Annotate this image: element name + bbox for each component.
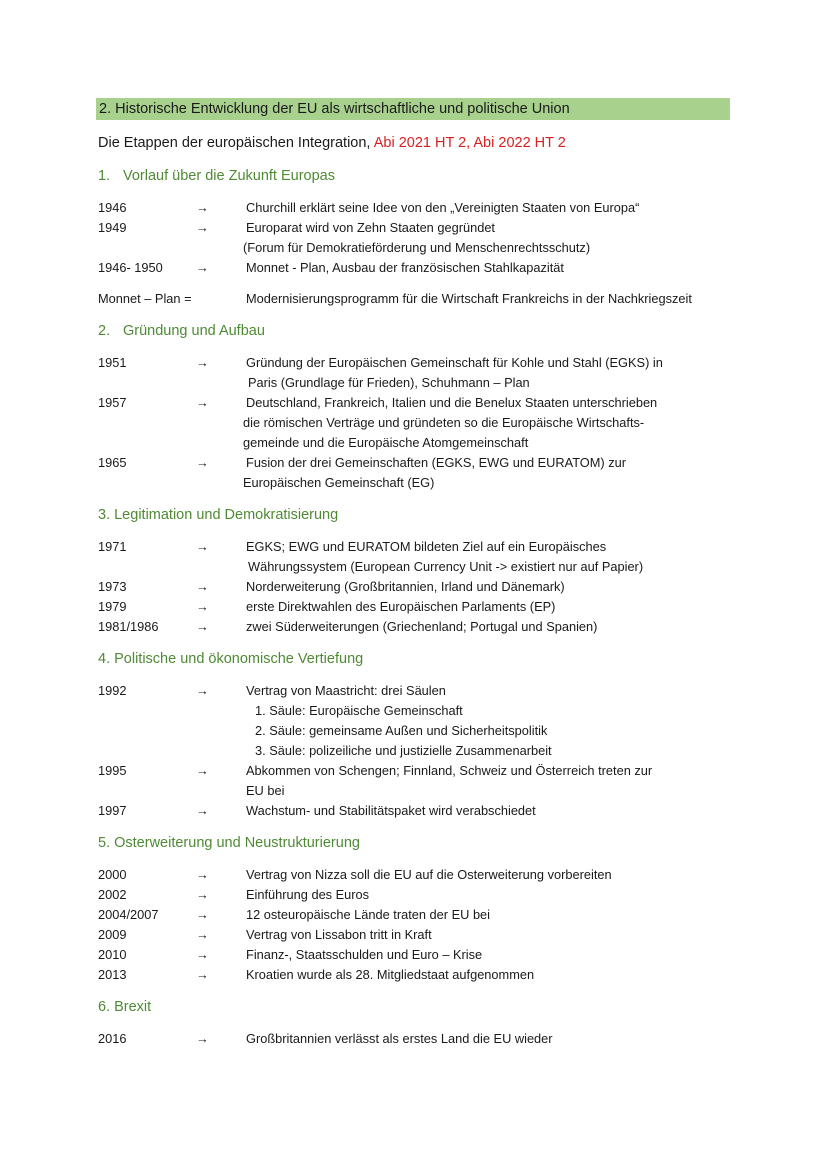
timeline-row — [0, 577, 828, 597]
event-text: Deutschland, Frankreich, Italien und die Benelux Staaten unterschrieben — [246, 395, 658, 410]
event-text: Vertrag von Maastricht: drei Säulen — [246, 683, 446, 698]
timeline-row — [0, 353, 828, 373]
timeline-row — [0, 925, 828, 945]
subtitle — [98, 133, 566, 153]
arrow-icon: → — [196, 947, 209, 962]
arrow-icon: → — [196, 200, 209, 215]
arrow-icon: → — [196, 579, 209, 594]
year: 2016 — [98, 1031, 127, 1046]
year: 2009 — [98, 927, 127, 942]
year: 1979 — [98, 599, 127, 614]
event-text: zwei Süderweiterungen (Griechenland; Portugal und Spanien) — [246, 619, 598, 634]
timeline-row — [0, 537, 828, 557]
timeline-row — [0, 965, 828, 985]
timeline-row — [0, 393, 828, 413]
section-heading-2: 2. Gründung und Aufbau — [98, 323, 265, 339]
arrow-icon: → — [196, 683, 209, 698]
event-text-continued: (Forum für Demokratieförderung und Menschenrechtsschutz) — [243, 240, 591, 255]
event-text: 12 osteuropäische Lände traten der EU bei — [246, 907, 491, 922]
event-text: Wachstum- und Stabilitätspaket wird verabschiedet — [246, 803, 536, 818]
event-text: Finanz-, Staatsschulden und Euro – Krise — [246, 947, 483, 962]
timeline-row — [0, 945, 828, 965]
event-text: Europarat wird von Zehn Staaten gegründet — [246, 220, 495, 235]
year: 1971 — [98, 539, 127, 554]
event-text: Fusion der drei Gemeinschaften (EGKS, EWG und EURATOM) zur — [246, 455, 627, 470]
year: 1992 — [98, 683, 127, 698]
year: 2002 — [98, 887, 127, 902]
year: 2000 — [98, 867, 127, 882]
arrow-icon: → — [196, 220, 209, 235]
pillar-item: 2. Säule: gemeinsame Außen und Sicherheitspolitik — [255, 723, 548, 738]
timeline-row — [0, 681, 828, 701]
year: 1995 — [98, 763, 127, 778]
section-heading-5: 5. Osterweiterung und Neustrukturierung — [98, 835, 360, 851]
arrow-icon: → — [196, 967, 209, 982]
year: 1973 — [98, 579, 127, 594]
event-text: Kroatien wurde als 28. Mitgliedstaat aufgenommen — [246, 967, 535, 982]
event-text: Einführung des Euros — [246, 887, 370, 902]
year: 1951 — [98, 355, 127, 370]
event-text-continued: gemeinde und die Europäische Atomgemeinschaft — [243, 435, 529, 450]
year: 1957 — [98, 395, 127, 410]
year: 1997 — [98, 803, 127, 818]
section-heading-1: 1. Vorlauf über die Zukunft Europas — [98, 168, 335, 184]
year: 1946 — [98, 200, 127, 215]
arrow-icon: → — [196, 803, 209, 818]
arrow-icon: → — [196, 887, 209, 902]
timeline-row — [0, 258, 828, 278]
timeline-row — [0, 198, 828, 218]
timeline-row — [0, 885, 828, 905]
year: 1965 — [98, 455, 127, 470]
timeline-row — [0, 1029, 828, 1049]
pillar-item: 3. Säule: polizeiliche und justizielle Zusammenarbeit — [255, 743, 552, 758]
year: 2010 — [98, 947, 127, 962]
definition-row — [0, 289, 828, 309]
arrow-icon: → — [196, 539, 209, 554]
event-text-continued: Europäischen Gemeinschaft (EG) — [243, 475, 435, 490]
arrow-icon: → — [196, 763, 209, 778]
event-text: Vertrag von Nizza soll die EU auf die Osterweiterung vorbereiten — [246, 867, 612, 882]
arrow-icon: → — [196, 455, 209, 470]
definition-text: Modernisierungsprogramm für die Wirtschaft Frankreichs in der Nachkriegszeit — [246, 291, 692, 306]
arrow-icon: → — [196, 1031, 209, 1046]
pillar-item: 1. Säule: Europäische Gemeinschaft — [255, 703, 463, 718]
definition-term: Monnet – Plan = — [98, 291, 192, 306]
event-text: Norderweiterung (Großbritannien, Irland und Dänemark) — [246, 579, 565, 594]
event-text: Abkommen von Schengen; Finnland, Schweiz und Österreich treten zur — [246, 763, 653, 778]
event-text: Monnet - Plan, Ausbau der französischen Stahlkapazität — [246, 260, 564, 275]
event-text: Churchill erklärt seine Idee von den „Vereinigten Staaten von Europa“ — [246, 200, 640, 215]
event-text: EGKS; EWG und EURATOM bildeten Ziel auf ein Europäisches — [246, 539, 607, 554]
event-text: Gründung der Europäischen Gemeinschaft für Kohle und Stahl (EGKS) in — [246, 355, 663, 370]
year: 1981/1986 — [98, 619, 159, 634]
timeline-row — [0, 597, 828, 617]
section-heading-3: 3. Legitimation und Demokratisierung — [98, 507, 339, 523]
arrow-icon: → — [196, 599, 209, 614]
year: 1949 — [98, 220, 127, 235]
event-text-continued: die römischen Verträge und gründeten so die Europäische Wirtschafts- — [243, 415, 645, 430]
timeline-row — [0, 453, 828, 473]
timeline-row — [0, 801, 828, 821]
exam-reference: Abi 2021 HT 2, Abi 2022 HT 2 — [373, 135, 566, 151]
event-text: Vertrag von Lissabon tritt in Kraft — [246, 927, 432, 942]
year: 2004/2007 — [98, 907, 159, 922]
event-text-continued: Währungssystem (European Currency Unit -> existiert nur auf Papier) — [248, 559, 644, 574]
arrow-icon: → — [196, 355, 209, 370]
timeline-row — [0, 218, 828, 238]
timeline-row — [0, 905, 828, 925]
event-text: Großbritannien verlässt als erstes Land die EU wieder — [246, 1031, 553, 1046]
event-text-continued: Paris (Grundlage für Frieden), Schuhmann – Plan — [248, 375, 530, 390]
arrow-icon: → — [196, 927, 209, 942]
chapter-banner: 2. Historische Entwicklung der EU als wirtschaftliche und politische Union — [96, 98, 730, 120]
arrow-icon: → — [196, 619, 209, 634]
section-heading-4: 4. Politische und ökonomische Vertiefung — [98, 651, 364, 667]
year: 1946- 1950 — [98, 260, 163, 275]
arrow-icon: → — [196, 867, 209, 882]
event-text-continued: EU bei — [246, 783, 285, 798]
arrow-icon: → — [196, 260, 209, 275]
arrow-icon: → — [196, 907, 209, 922]
subtitle-text: Die Etappen der europäischen Integration, — [98, 135, 374, 151]
year: 2013 — [98, 967, 127, 982]
timeline-row — [0, 865, 828, 885]
timeline-row — [0, 761, 828, 781]
section-heading-6: 6. Brexit — [98, 999, 152, 1015]
event-text: erste Direktwahlen des Europäischen Parlaments (EP) — [246, 599, 556, 614]
timeline-row — [0, 617, 828, 637]
arrow-icon: → — [196, 395, 209, 410]
